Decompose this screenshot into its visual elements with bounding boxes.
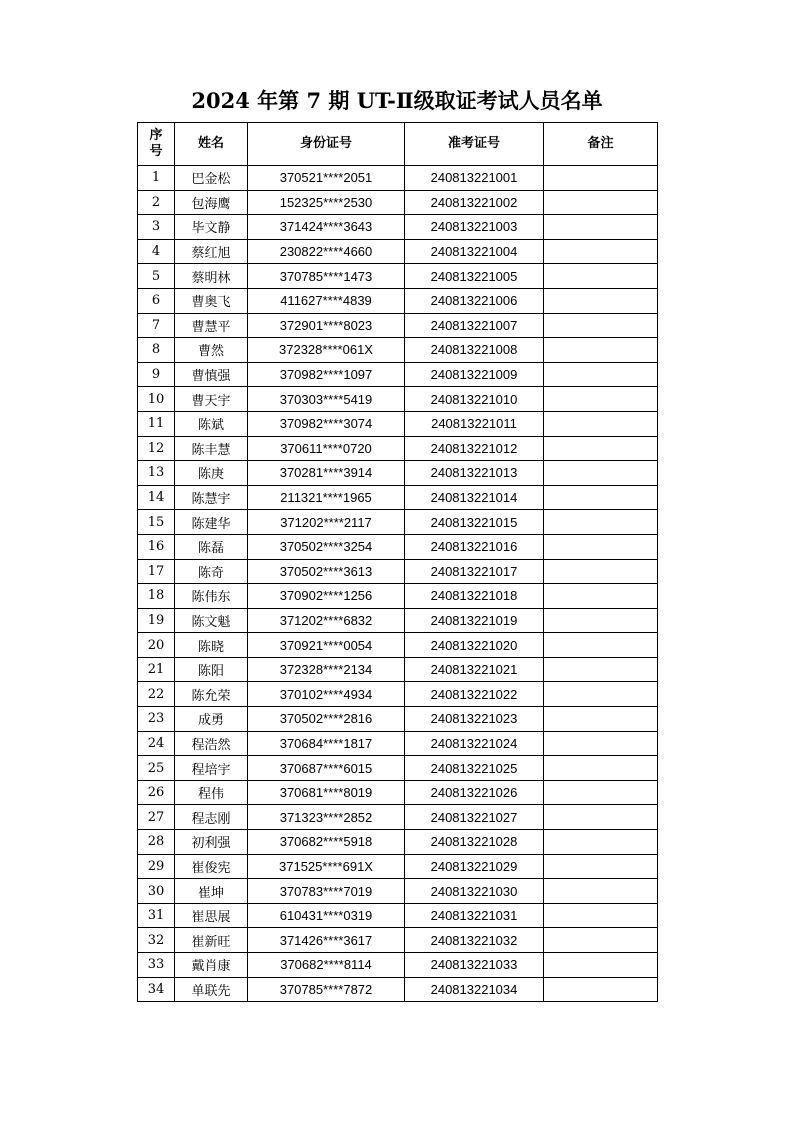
cell-exam-number: 240813221007 <box>405 313 544 338</box>
table-row <box>138 239 658 264</box>
cell-remark <box>544 411 658 436</box>
cell-serial-number: 21 <box>138 657 175 682</box>
cell-remark <box>544 510 658 535</box>
cell-remark <box>544 633 658 658</box>
cell-remark <box>544 239 658 264</box>
cell-name: 陈伟东 <box>175 584 248 609</box>
cell-serial-number: 25 <box>138 756 175 781</box>
cell-name: 毕文静 <box>175 215 248 240</box>
cell-remark <box>544 190 658 215</box>
cell-name: 陈建华 <box>175 510 248 535</box>
table-row <box>138 338 658 363</box>
cell-exam-number: 240813221005 <box>405 264 544 289</box>
cell-exam-number: 240813221033 <box>405 953 544 978</box>
cell-name: 崔思展 <box>175 903 248 928</box>
cell-remark <box>544 313 658 338</box>
cell-remark <box>544 264 658 289</box>
cell-serial-number: 9 <box>138 362 175 387</box>
cell-exam-number: 240813221020 <box>405 633 544 658</box>
cell-serial-number: 1 <box>138 166 175 191</box>
header-serial-line1: 序 <box>149 128 163 143</box>
cell-remark <box>544 387 658 412</box>
cell-remark <box>544 584 658 609</box>
cell-exam-number: 240813221010 <box>405 387 544 412</box>
cell-serial-number: 12 <box>138 436 175 461</box>
cell-remark <box>544 854 658 879</box>
cell-exam-number: 240813221032 <box>405 928 544 953</box>
table-row <box>138 584 658 609</box>
cell-id-number: 371202****6832 <box>248 608 405 633</box>
cell-name: 陈庚 <box>175 461 248 486</box>
header-exam-number: 准考证号 <box>405 123 544 166</box>
cell-remark <box>544 756 658 781</box>
cell-name: 陈允荣 <box>175 682 248 707</box>
cell-name: 单联先 <box>175 977 248 1002</box>
cell-serial-number: 32 <box>138 928 175 953</box>
table-row <box>138 559 658 584</box>
cell-id-number: 370687****6015 <box>248 756 405 781</box>
cell-exam-number: 240813221016 <box>405 534 544 559</box>
cell-exam-number: 240813221001 <box>405 166 544 191</box>
cell-id-number: 370681****8019 <box>248 780 405 805</box>
cell-exam-number: 240813221012 <box>405 436 544 461</box>
cell-serial-number: 10 <box>138 387 175 412</box>
roster-body <box>138 166 658 1002</box>
cell-serial-number: 4 <box>138 239 175 264</box>
cell-remark <box>544 559 658 584</box>
cell-name: 陈丰慧 <box>175 436 248 461</box>
cell-exam-number: 240813221014 <box>405 485 544 510</box>
cell-remark <box>544 534 658 559</box>
cell-exam-number: 240813221018 <box>405 584 544 609</box>
table-row <box>138 510 658 535</box>
cell-id-number: 610431****0319 <box>248 903 405 928</box>
table-row <box>138 461 658 486</box>
cell-exam-number: 240813221022 <box>405 682 544 707</box>
table-row <box>138 879 658 904</box>
cell-name: 陈晓 <box>175 633 248 658</box>
cell-name: 巴金松 <box>175 166 248 191</box>
cell-name: 初利强 <box>175 830 248 855</box>
cell-name: 崔俊宪 <box>175 854 248 879</box>
header-serial-number <box>138 123 175 166</box>
cell-name: 蔡红旭 <box>175 239 248 264</box>
cell-name: 陈慧宇 <box>175 485 248 510</box>
cell-exam-number: 240813221025 <box>405 756 544 781</box>
table-row <box>138 953 658 978</box>
table-row <box>138 903 658 928</box>
header-id-number: 身份证号 <box>248 123 405 166</box>
roster-table <box>137 122 658 1002</box>
cell-remark <box>544 682 658 707</box>
cell-id-number: 372901****8023 <box>248 313 405 338</box>
cell-id-number: 370982****3074 <box>248 411 405 436</box>
cell-id-number: 370502****2816 <box>248 707 405 732</box>
cell-id-number: 370521****2051 <box>248 166 405 191</box>
cell-serial-number: 3 <box>138 215 175 240</box>
table-row <box>138 264 658 289</box>
cell-id-number: 370785****7872 <box>248 977 405 1002</box>
cell-remark <box>544 485 658 510</box>
cell-name: 程志刚 <box>175 805 248 830</box>
cell-name: 曹然 <box>175 338 248 363</box>
table-row <box>138 313 658 338</box>
cell-id-number: 370611****0720 <box>248 436 405 461</box>
cell-id-number: 370902****1256 <box>248 584 405 609</box>
table-row <box>138 756 658 781</box>
cell-remark <box>544 436 658 461</box>
cell-serial-number: 2 <box>138 190 175 215</box>
cell-exam-number: 240813221003 <box>405 215 544 240</box>
cell-id-number: 371323****2852 <box>248 805 405 830</box>
cell-serial-number: 6 <box>138 288 175 313</box>
cell-name: 蔡明林 <box>175 264 248 289</box>
cell-name: 成勇 <box>175 707 248 732</box>
cell-name: 陈奇 <box>175 559 248 584</box>
cell-id-number: 211321****1965 <box>248 485 405 510</box>
cell-exam-number: 240813221015 <box>405 510 544 535</box>
cell-serial-number: 28 <box>138 830 175 855</box>
cell-id-number: 370682****8114 <box>248 953 405 978</box>
cell-name: 陈文魁 <box>175 608 248 633</box>
header-name: 姓名 <box>175 123 248 166</box>
cell-remark <box>544 608 658 633</box>
cell-remark <box>544 707 658 732</box>
cell-serial-number: 16 <box>138 534 175 559</box>
cell-remark <box>544 928 658 953</box>
cell-id-number: 372328****2134 <box>248 657 405 682</box>
cell-serial-number: 19 <box>138 608 175 633</box>
cell-remark <box>544 953 658 978</box>
header-row <box>138 123 658 166</box>
cell-serial-number: 34 <box>138 977 175 1002</box>
cell-exam-number: 240813221019 <box>405 608 544 633</box>
cell-serial-number: 23 <box>138 707 175 732</box>
cell-serial-number: 17 <box>138 559 175 584</box>
cell-name: 程浩然 <box>175 731 248 756</box>
table-row <box>138 780 658 805</box>
table-row <box>138 928 658 953</box>
cell-name: 曹慧平 <box>175 313 248 338</box>
table-row <box>138 534 658 559</box>
cell-serial-number: 26 <box>138 780 175 805</box>
table-row <box>138 977 658 1002</box>
header-serial-line2: 号 <box>149 144 163 159</box>
cell-name: 曹天宇 <box>175 387 248 412</box>
cell-id-number: 370303****5419 <box>248 387 405 412</box>
table-row <box>138 215 658 240</box>
cell-id-number: 230822****4660 <box>248 239 405 264</box>
cell-exam-number: 240813221024 <box>405 731 544 756</box>
table-row <box>138 707 658 732</box>
table-row <box>138 362 658 387</box>
cell-remark <box>544 830 658 855</box>
cell-remark <box>544 288 658 313</box>
cell-serial-number: 22 <box>138 682 175 707</box>
table-row <box>138 411 658 436</box>
cell-serial-number: 14 <box>138 485 175 510</box>
cell-remark <box>544 805 658 830</box>
cell-id-number: 152325****2530 <box>248 190 405 215</box>
cell-name: 陈阳 <box>175 657 248 682</box>
table-row <box>138 485 658 510</box>
table-row <box>138 166 658 191</box>
cell-id-number: 371202****2117 <box>248 510 405 535</box>
cell-id-number: 370783****7019 <box>248 879 405 904</box>
cell-remark <box>544 780 658 805</box>
cell-remark <box>544 166 658 191</box>
table-row <box>138 731 658 756</box>
cell-id-number: 370982****1097 <box>248 362 405 387</box>
table-row <box>138 805 658 830</box>
cell-remark <box>544 461 658 486</box>
cell-id-number: 370102****4934 <box>248 682 405 707</box>
cell-name: 曹奥飞 <box>175 288 248 313</box>
cell-exam-number: 240813221034 <box>405 977 544 1002</box>
cell-name: 陈磊 <box>175 534 248 559</box>
cell-remark <box>544 338 658 363</box>
cell-exam-number: 240813221027 <box>405 805 544 830</box>
cell-exam-number: 240813221021 <box>405 657 544 682</box>
cell-name: 程培宇 <box>175 756 248 781</box>
table-row <box>138 608 658 633</box>
table-row <box>138 288 658 313</box>
cell-name: 程伟 <box>175 780 248 805</box>
table-row <box>138 682 658 707</box>
cell-id-number: 371426****3617 <box>248 928 405 953</box>
cell-serial-number: 13 <box>138 461 175 486</box>
cell-id-number: 370502****3613 <box>248 559 405 584</box>
cell-name: 陈斌 <box>175 411 248 436</box>
cell-name: 崔坤 <box>175 879 248 904</box>
table-row <box>138 190 658 215</box>
cell-exam-number: 240813221029 <box>405 854 544 879</box>
cell-remark <box>544 879 658 904</box>
cell-remark <box>544 903 658 928</box>
cell-exam-number: 240813221028 <box>405 830 544 855</box>
cell-exam-number: 240813221011 <box>405 411 544 436</box>
cell-id-number: 371525****691X <box>248 854 405 879</box>
table-row <box>138 657 658 682</box>
cell-exam-number: 240813221008 <box>405 338 544 363</box>
cell-exam-number: 240813221023 <box>405 707 544 732</box>
header-remark: 备注 <box>544 123 658 166</box>
cell-remark <box>544 657 658 682</box>
cell-exam-number: 240813221030 <box>405 879 544 904</box>
cell-serial-number: 8 <box>138 338 175 363</box>
table-row <box>138 830 658 855</box>
table-row <box>138 854 658 879</box>
cell-exam-number: 240813221013 <box>405 461 544 486</box>
table-row <box>138 436 658 461</box>
cell-serial-number: 20 <box>138 633 175 658</box>
cell-serial-number: 30 <box>138 879 175 904</box>
cell-id-number: 370684****1817 <box>248 731 405 756</box>
cell-serial-number: 7 <box>138 313 175 338</box>
cell-exam-number: 240813221004 <box>405 239 544 264</box>
cell-name: 包海鹰 <box>175 190 248 215</box>
cell-id-number: 371424****3643 <box>248 215 405 240</box>
cell-id-number: 411627****4839 <box>248 288 405 313</box>
cell-exam-number: 240813221026 <box>405 780 544 805</box>
cell-exam-number: 240813221006 <box>405 288 544 313</box>
cell-id-number: 372328****061X <box>248 338 405 363</box>
page-title: 2024 年第 7 期 UT-Ⅱ级取证考试人员名单 <box>191 88 603 113</box>
cell-serial-number: 24 <box>138 731 175 756</box>
cell-id-number: 370281****3914 <box>248 461 405 486</box>
cell-remark <box>544 215 658 240</box>
cell-name: 崔新旺 <box>175 928 248 953</box>
cell-name: 曹慎强 <box>175 362 248 387</box>
cell-serial-number: 15 <box>138 510 175 535</box>
cell-id-number: 370682****5918 <box>248 830 405 855</box>
cell-exam-number: 240813221017 <box>405 559 544 584</box>
cell-serial-number: 31 <box>138 903 175 928</box>
cell-exam-number: 240813221002 <box>405 190 544 215</box>
cell-serial-number: 5 <box>138 264 175 289</box>
cell-id-number: 370502****3254 <box>248 534 405 559</box>
table-row <box>138 387 658 412</box>
cell-serial-number: 11 <box>138 411 175 436</box>
cell-exam-number: 240813221031 <box>405 903 544 928</box>
cell-remark <box>544 731 658 756</box>
cell-serial-number: 18 <box>138 584 175 609</box>
cell-serial-number: 33 <box>138 953 175 978</box>
cell-serial-number: 29 <box>138 854 175 879</box>
cell-remark <box>544 362 658 387</box>
table-row <box>138 633 658 658</box>
cell-serial-number: 27 <box>138 805 175 830</box>
cell-id-number: 370921****0054 <box>248 633 405 658</box>
cell-exam-number: 240813221009 <box>405 362 544 387</box>
cell-remark <box>544 977 658 1002</box>
cell-name: 戴肖康 <box>175 953 248 978</box>
cell-id-number: 370785****1473 <box>248 264 405 289</box>
